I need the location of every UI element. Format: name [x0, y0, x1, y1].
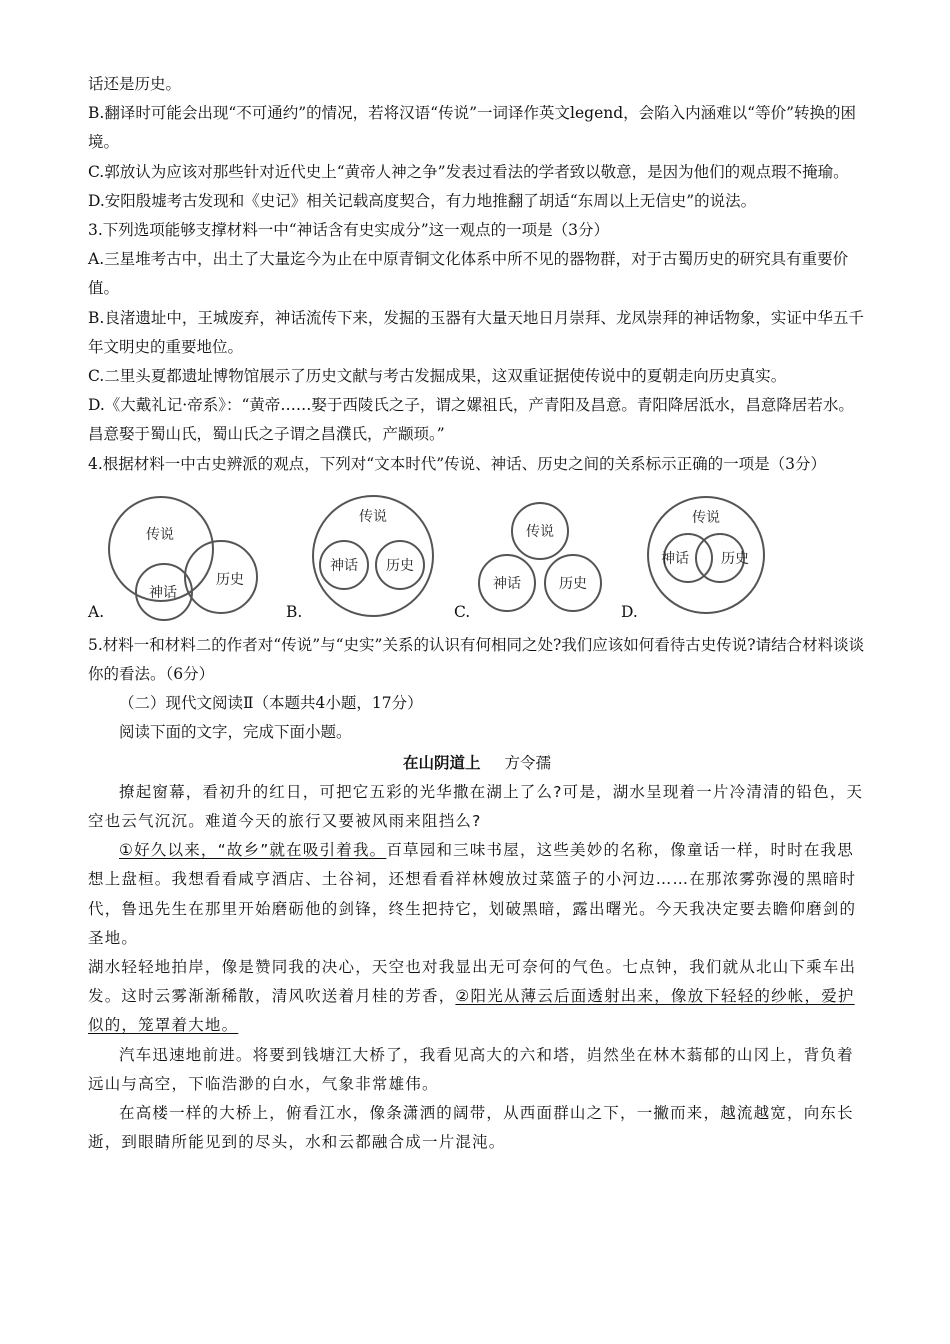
- label-chuanshuo: 传说: [359, 508, 387, 525]
- q3-option-b: B.良渚遗址中，王城废弃，神话流传下来，发掘的玉器有大量天地日月崇拜、龙凤崇拜的神话物象，实证中华五千年文明史的重要地位。: [88, 308, 864, 356]
- underlined-sentence-2: ②阳光从薄云后面透射出来，像放下轻轻的纱帐，爱护似的，笼罩着大地。: [88, 987, 855, 1035]
- label-shenhua: 神话: [661, 550, 689, 567]
- section-instruction: 阅读下面的文字，完成下面小题。: [119, 723, 352, 742]
- venn-diagram-c: [478, 493, 608, 623]
- label-chuanshuo: 传说: [692, 509, 720, 526]
- q3-stem: 3.下列选项能够支撑材料一中“神话含有史实成分”这一观点的一项是（3分）: [88, 221, 610, 240]
- paragraph-3-start: 湖水轻轻地拍岸，像是赞同我的决心，天空也对我显出无可奈何的气色。七点钟，我们就从北山下乘车出发。这时云雾渐渐稀散，清风吹送着月桂的芳香，: [88, 958, 857, 1006]
- label-lishi: 历史: [721, 550, 749, 567]
- q4-stem: 4.根据材料一中古史辨派的观点，下列对“文本时代”传说、神话、历史之间的关系标示正确的一项是（3分）: [88, 454, 827, 473]
- label-shenhua: 神话: [493, 575, 521, 592]
- q3-option-c: C.二里头夏都遗址博物馆展示了历史文献与考古发掘成果，这双重证据使传说中的夏朝走向历史真实。: [88, 367, 787, 386]
- label-lishi: 历史: [559, 575, 587, 592]
- article-paragraph-3: [88, 953, 866, 1041]
- q2-option-a-tail: 话还是历史。: [88, 75, 182, 93]
- article-paragraph-5: 在高楼一样的大桥上，俯看江水，像条潇洒的阔带，从西面群山之下，一撇而来，越流越宽，向东长逝，到眼睛所能见到的尽头，水和云都融合成一片混沌。: [88, 1104, 854, 1152]
- article-paragraph-1: 撩起窗幕，看初升的红日，可把它五彩的光华撒在湖上了么?可是，湖水呈现着一片冷清清的铅色，天空也云气沉沉。难道今天的旅行又要被风雨来阻挡么?: [88, 782, 864, 831]
- exam-page: [88, 70, 866, 1158]
- q2-option-d: D.安阳殷墟考古发现和《史记》相关记载高度契合，有力地推翻了胡适“东周以上无信史”的说法。: [88, 191, 757, 210]
- q3-option-a: A.三星堆考古中，出土了大量迄今为止在中原青铜文化体系中所不见的器物群，对于古蜀历史的研究具有重要价值。: [88, 250, 849, 298]
- q2-option-b: B.翻译时可能会出现“不可通约”的情况，若将汉语“传说”一词译作英文legend，会陷入内涵难以“等价”转换的困境。: [88, 104, 856, 152]
- article-paragraph-4: 汽车迅速地前进。将要到钱塘江大桥了，我看见高大的六和塔，岿然坐在林木蓊郁的山冈上，背负着远山与高空，下临浩渺的白水，气象非常雄伟。: [88, 1045, 854, 1093]
- article-paragraph-2: [88, 836, 866, 953]
- article-title-text: 在山阴道上: [402, 752, 481, 772]
- diagram-option-a[interactable]: A.: [88, 602, 105, 621]
- article-title: [88, 748, 866, 778]
- q2-option-c: C.郭放认为应该对那些针对近代史上“黄帝人神之争”发表过看法的学者致以敬意，是因为他们的观点瑕不掩瑜。: [88, 162, 849, 181]
- underlined-sentence-1: ①好久以来，“故乡”就在吸引着我。: [119, 841, 387, 860]
- label-lishi: 历史: [216, 571, 244, 588]
- venn-diagram-b: [308, 493, 448, 623]
- label-chuanshuo: 传说: [526, 523, 554, 540]
- diagram-option-c[interactable]: C.: [454, 602, 471, 621]
- label-shenhua: 神话: [330, 557, 358, 574]
- label-lishi: 历史: [386, 557, 414, 574]
- venn-diagram-d: [641, 493, 771, 623]
- section-heading: （二）现代文阅读Ⅱ（本题共4小题，17分）: [119, 694, 423, 713]
- venn-diagrams: [88, 493, 866, 623]
- diagram-option-d[interactable]: D.: [621, 602, 638, 621]
- q3-option-d: D.《大戴礼记·帝系》：“黄帝……娶于西陵氏之子，谓之嫘祖氏，产青阳及昌意。青阳降居泜水，昌意降居若水。昌意娶于蜀山氏，蜀山氏之子谓之昌濮氏，产颛顼。”: [88, 396, 854, 444]
- venn-diagram-a: [106, 493, 266, 623]
- label-chuanshuo: 传说: [146, 526, 174, 543]
- label-shenhua: 神话: [149, 584, 177, 601]
- article-author: 方令孺: [504, 753, 552, 772]
- diagram-option-b[interactable]: B.: [286, 602, 303, 621]
- paragraph-2-rest: 百草园和三味书屋，这些美妙的名称，像童话一样，时时在我思想上盘桓。我想看看咸亨酒店、土谷祠，还想看看祥林嫂放过菜篮子的小河边……在那浓雾弥漫的黑暗时代，鲁迅先生在那里开始磨砺他的剑锋，终生把持它，划破黑暗，露出曙光。今天我决定要去瞻仰磨剑的圣地。: [88, 841, 857, 947]
- q5-stem: 5.材料一和材料二的作者对“传说”与“史实”关系的认识有何相同之处?我们应该如何看待古史传说?请结合材料谈谈你的看法。（6分）: [88, 635, 865, 684]
